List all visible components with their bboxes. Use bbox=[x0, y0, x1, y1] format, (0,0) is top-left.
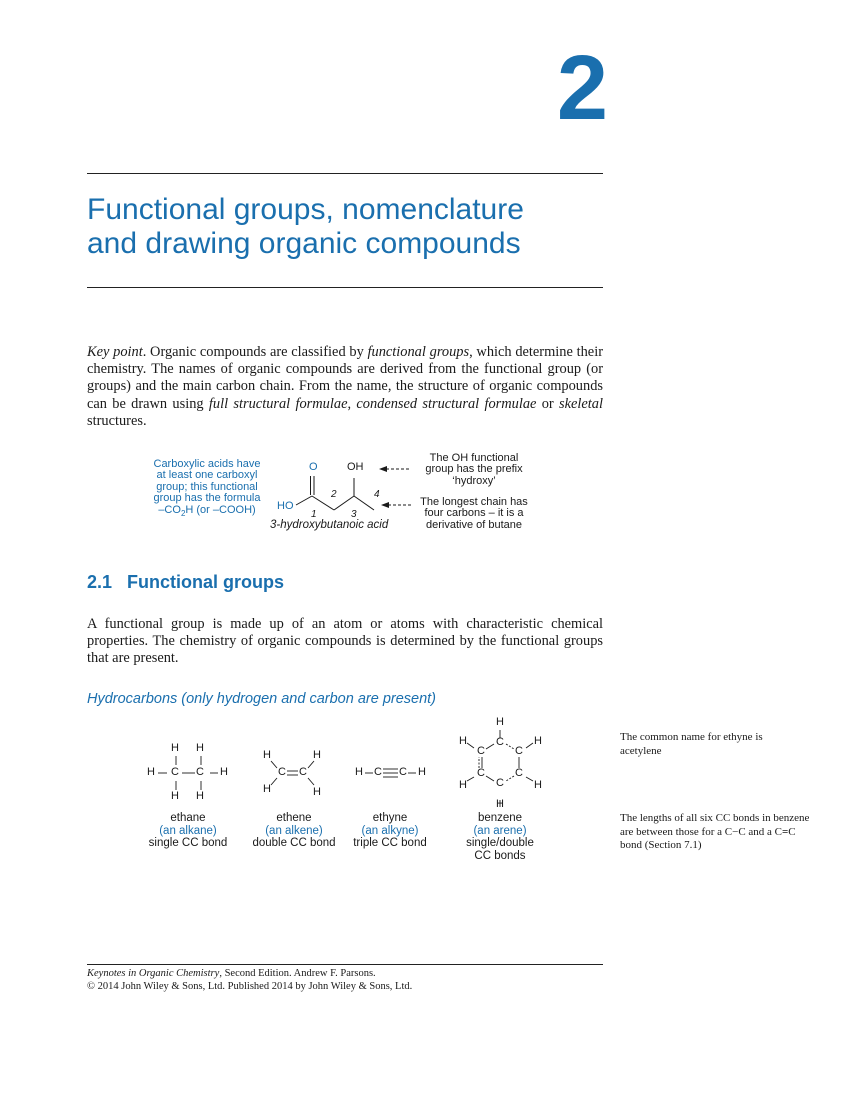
chapter-number: 2 bbox=[556, 37, 608, 139]
compound-class: (an arene) bbox=[473, 824, 527, 837]
key-point-lead: Key point bbox=[87, 344, 143, 360]
note-line: four carbons – it is a bbox=[424, 507, 524, 520]
compound-class: (an alkene) bbox=[265, 824, 323, 837]
margin-note-benzene-bonds: The lengths of all six CC bonds in benzene are between those for a C−C and a C=C bond (Section 7.1) bbox=[620, 812, 810, 852]
compound-label: ethane bbox=[170, 812, 206, 824]
note-line: at least one carboxyl bbox=[156, 469, 258, 482]
atom-h: H bbox=[313, 749, 321, 761]
atom-c: C bbox=[477, 745, 485, 757]
atom-c: C bbox=[374, 766, 382, 778]
note-line: The longest chain has bbox=[420, 496, 528, 508]
note-line: ‘hydroxy’ bbox=[452, 474, 496, 487]
atom-c: C bbox=[171, 766, 179, 778]
atom-h: H bbox=[171, 742, 179, 754]
atom-c: C bbox=[496, 736, 504, 748]
carbon-number-1: 1 bbox=[311, 509, 317, 520]
carbon-number-3: 3 bbox=[351, 509, 357, 520]
atom-c: C bbox=[278, 766, 286, 778]
note-line: group has the prefix bbox=[425, 463, 523, 476]
key-point-emphasis: condensed structural formulae bbox=[356, 395, 537, 412]
note-line: group has the formula bbox=[153, 492, 261, 505]
subsection-heading: Hydrocarbons (only hydrogen and carbon are present) bbox=[87, 691, 437, 707]
key-point-text: or bbox=[536, 395, 560, 412]
compound-class: (an alkane) bbox=[159, 824, 217, 837]
atom-h: H bbox=[313, 786, 321, 798]
label-benzene bbox=[452, 812, 548, 862]
atom-h: H bbox=[418, 766, 426, 778]
compound-label: ethyne bbox=[372, 812, 408, 824]
compound-class: (an alkyne) bbox=[361, 824, 419, 837]
note-line: The OH functional bbox=[429, 452, 519, 464]
carbon-number-4: 4 bbox=[374, 489, 380, 500]
margin-note-acetylene: The common name for ethyne is acetylene bbox=[620, 731, 763, 757]
bond-type: double CC bond bbox=[252, 837, 336, 850]
carbon-number-2: 2 bbox=[331, 489, 337, 500]
atom-h: H bbox=[171, 790, 179, 802]
atom-c: C bbox=[299, 766, 307, 778]
key-point-text: structures. bbox=[87, 412, 147, 429]
atom-h: H bbox=[220, 766, 228, 778]
bond-type: single CC bond bbox=[148, 837, 228, 850]
carbonyl-oxygen: O bbox=[309, 461, 318, 473]
atom-h: H bbox=[355, 766, 363, 778]
chapter-title-line2: and drawing organic compounds bbox=[87, 227, 521, 260]
atom-h: H bbox=[496, 798, 504, 810]
atom-c: C bbox=[196, 766, 204, 778]
key-point-emphasis: skeletal bbox=[559, 395, 603, 412]
edition-text: , Second Edition. Andrew F. Parsons. bbox=[219, 968, 376, 979]
note-line: derivative of butane bbox=[425, 518, 522, 531]
note-line: group; this functional bbox=[156, 480, 258, 493]
atom-h: H bbox=[534, 779, 542, 791]
atom-h: H bbox=[196, 742, 204, 754]
key-point-text: , which determine their chemistry. The names of organic compounds are derived from the functional group (or groups) and the main carbon chain. From the name, the structure of organic compounds can be drawn using bbox=[87, 344, 603, 412]
atom-c: C bbox=[515, 745, 523, 757]
hydroxyl-group: OH bbox=[347, 461, 364, 473]
note-line: Carboxylic acids have bbox=[153, 458, 261, 470]
atom-c: C bbox=[496, 777, 504, 789]
atom-h: H bbox=[263, 749, 271, 761]
carboxyl-formula: $-CO_2H$ (or –COOH) bbox=[158, 503, 256, 518]
key-point-text: , bbox=[347, 395, 357, 412]
compound-label: benzene bbox=[477, 812, 523, 824]
copyright-text: © 2014 John Wiley & Sons, Ltd. Published 2014 by John Wiley & Sons, Ltd. bbox=[87, 981, 413, 992]
atom-h: H bbox=[534, 735, 542, 747]
key-point-emphasis: full structural formulae bbox=[208, 395, 348, 412]
section-title: Functional groups bbox=[127, 572, 285, 592]
atom-h: H bbox=[496, 716, 504, 728]
key-point-text: . Organic compounds are classified by bbox=[142, 344, 368, 360]
atom-c: C bbox=[515, 767, 523, 779]
footer bbox=[87, 967, 412, 993]
footer-citation bbox=[87, 967, 412, 980]
bond-type: single/double bbox=[466, 837, 534, 850]
bond-type: CC bonds bbox=[474, 849, 526, 862]
compound-label: ethene bbox=[276, 812, 312, 824]
section-number: 2.1 bbox=[87, 572, 113, 592]
acid-hydroxyl: HO bbox=[277, 500, 294, 512]
atom-h: H bbox=[147, 766, 155, 778]
label-ethyne bbox=[342, 812, 438, 850]
footer-rule bbox=[87, 964, 603, 965]
atom-c: C bbox=[399, 766, 407, 778]
book-title: Keynotes in Organic Chemistry bbox=[87, 968, 220, 979]
key-point-emphasis: functional groups bbox=[367, 344, 470, 360]
atom-h: H bbox=[459, 735, 467, 747]
atom-h: H bbox=[196, 790, 204, 802]
compound-name: 3-hydroxybutanoic acid bbox=[270, 519, 389, 531]
label-ethene bbox=[244, 812, 344, 850]
bond-type: triple CC bond bbox=[353, 837, 427, 850]
atom-c: C bbox=[477, 767, 485, 779]
chapter-title-line1: Functional groups, nomenclature bbox=[87, 193, 524, 226]
section-body: A functional group is made up of an atom or atoms with characteristic chemical properties. The chemistry of organic compounds is determined by the functional groups that are present. bbox=[87, 616, 603, 667]
label-ethane bbox=[140, 812, 236, 850]
atom-h: H bbox=[459, 779, 467, 791]
atom-h: H bbox=[263, 783, 271, 795]
